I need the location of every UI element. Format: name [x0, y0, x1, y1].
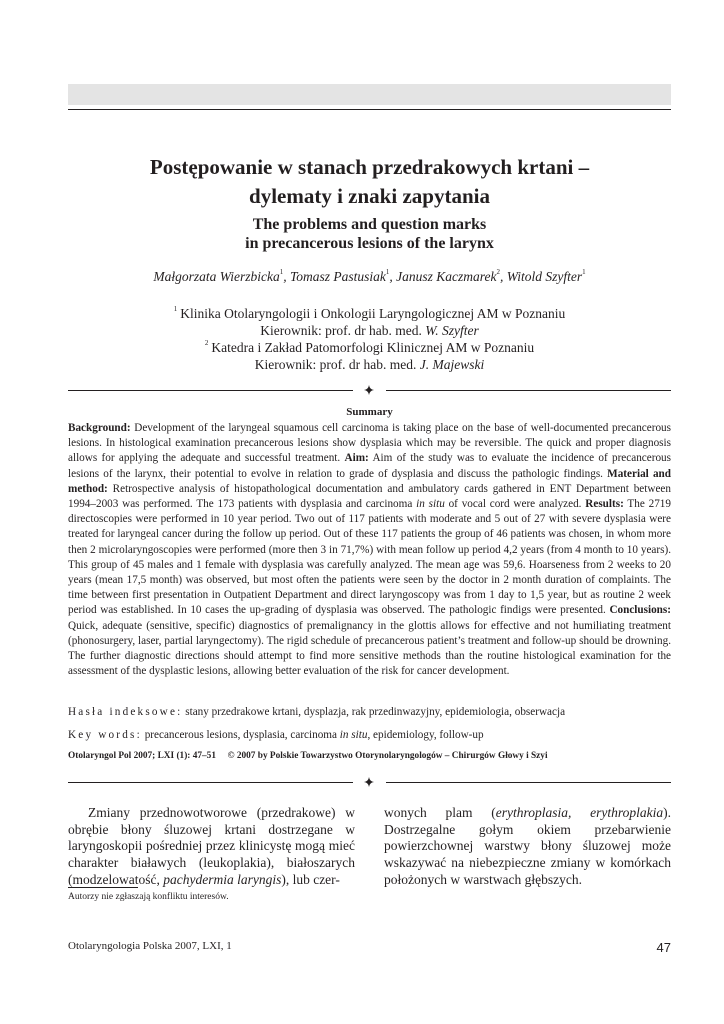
body-italic: erythroplasia, erythroplakia: [495, 805, 664, 820]
conclusions-text: Quick, adequate (sensitive, specific) diagnostics of premalignancy in the glottis allows for effective and not humiliating treatment (phonosurgery, laser, partial laryngectomy). The rigid schedule of precancerous patient’s treatment and follow-up should be drowning. The further diagnostic directions should attempt to find more sensitive methods than the routine histological examination for the assessment of the dysplastic lesions, allowing better evaluation of the risk for cancer development.: [68, 619, 671, 678]
background-label: Background:: [68, 422, 131, 434]
aim-label: Aim:: [344, 452, 369, 465]
title-english-line-1: The problems and question marks: [252, 216, 487, 233]
method-italic: in situ: [416, 498, 445, 511]
affiliation-number: 2: [204, 339, 209, 347]
keywords-english-italic: in situ: [339, 729, 368, 741]
title-english-line-2: in precancerous lesions of the larynx: [245, 235, 494, 252]
author-name: Małgorzata Wierzbicka: [153, 269, 280, 284]
citation-copyright: © 2007 by Polskie Towarzystwo Otorynolaryngologów – Chirurgów Głowy i Szyi: [227, 751, 548, 761]
summary-heading: Summary: [346, 406, 393, 418]
ornament-star-icon: [364, 385, 374, 395]
head-label: Kierownik: prof. dr hab. med.: [260, 323, 426, 338]
author-list: Małgorzata Wierzbicka$^1$, Tomasz Pastusiak$^1$, Janusz Kaczmarek$^2$, Witold Szyfter$^1$: [153, 268, 586, 284]
keywords-english-text-end: , epidemiology, follow-up: [367, 729, 484, 741]
body-text-end: ), lub czer-: [281, 871, 340, 887]
affiliation-1: [68, 307, 671, 321]
ornament-divider: [68, 776, 671, 788]
keywords-english-text: precancerous lesions, dysplasia, carcinoma: [141, 729, 340, 741]
body-text: Zmiany przednowotworowe (przedrakowe) w obrębie błony śluzowej krtani dostrzegane w laryngoskopii pośredniej przez klinicystę mogą mieć charakter białawych (leukoplakia), białoszarych (modzelowatość,: [68, 805, 355, 887]
body-italic: pachydermia laryngis: [163, 871, 282, 887]
header-band: [68, 84, 671, 105]
body-text-end: ). Dostrzegalne gołym okiem przebarwienie powierzchownej warstwy błony śluzowej może wskazywać na niebezpieczne zmiany w komórkach położonych w warstwach głębszych.: [384, 805, 672, 887]
author-name: Tomasz Pastusiak: [289, 269, 386, 284]
aim-text: Aim of the study was to evaluate the incidence of precancerous lesions of the larynx, their potential to evolve in relation to grade of dysplasia and discuss the pathologic findings.: [68, 452, 671, 480]
ornament-divider: [68, 384, 671, 396]
body-column-left: [68, 805, 355, 889]
author-affiliation-mark: 1: [582, 268, 586, 276]
summary-text: [68, 421, 671, 679]
affiliation-name: Katedra i Zakład Patomorfologi Klinicznej AM w Poznaniu: [211, 340, 535, 355]
body-column-right: [384, 805, 671, 889]
affiliation-2: [68, 341, 671, 355]
citation-journal: Otolaryngol Pol 2007; LXI (1): 47–51: [68, 751, 216, 761]
affiliation-2-head: [68, 358, 671, 372]
footnote-rule: [68, 887, 138, 888]
author-affiliation-mark: 1: [385, 268, 390, 276]
affiliation-1-head: [68, 324, 671, 338]
author-name: Witold Szyfter: [506, 269, 583, 284]
author-name: Janusz Kaczmarek: [396, 269, 497, 284]
head-name: W. Szyfter: [425, 323, 479, 338]
footer-journal: Otolaryngologia Polska 2007, LXI, 1: [68, 940, 232, 952]
citation-line: [68, 752, 671, 761]
method-label: Material and method:: [68, 467, 671, 495]
title-polish-line-2: dylematy i znaki zapytania: [249, 184, 490, 208]
keywords-polish-text: stany przedrakowe krtani, dysplazja, rak przedinwazyjny, epidemiologia, obserwacja: [182, 706, 566, 718]
keywords-english-label: Key words:: [68, 729, 142, 741]
head-name: J. Majewski: [419, 357, 485, 372]
affiliation-name: Klinika Otolaryngologii i Onkologii Laryngologicznej AM w Poznaniu: [180, 306, 566, 321]
results-text: The 2719 directoscopies were performed in 10 year period. Two out of 117 patients with moderate and 5 out of 27 with severe dysplasia were treated for laryngeal cancer during the follow up period. Out of these 117 patients the group of 46 patients was chosen, in whom more then 2 microlaryngoscopies were performed (more then 3 in 71,7%) with mean follow up period 4,2 years (from 4 month to 10 years). This group of 45 males and 1 female with dysplasia was carefully analyzed. The mean age was 59,6. Hoarseness from 2 weeks to 20 years (mean 17,5 month) was observed, but most often the patients were seen by the doctor in 2 month duration of complaints. The time between first presentation in Outpatient Department and direct laryngoscopy was from 1 day to 1,5 year, but as routine 2 week period was established. In 10 cases the up-grading of dysplasia was observed. The pathologic findigs were presented.: [68, 498, 671, 617]
keywords-polish-label: Hasła indeksowe:: [68, 706, 183, 718]
author-affiliation-mark: 1: [279, 268, 284, 276]
header-rule: [68, 109, 671, 110]
method-text: Retrospective analysis of histopathological documentation and ambulatory cards gathered in ENT Department between 1994–2003 was performed. The 173 patients with dysplasia and carcinoma: [68, 482, 671, 511]
results-label: Results:: [585, 498, 624, 511]
conclusions-label: Conclusions:: [609, 604, 671, 617]
head-label: Kierownik: prof. dr hab. med.: [254, 357, 420, 372]
title-polish-line-1: Postępowanie w stanach przedrakowych krtani –: [149, 155, 590, 179]
method-text-end: of vocal cord were analyzed.: [444, 498, 586, 511]
affiliation-number: 1: [173, 305, 178, 313]
ornament-star-icon: [364, 777, 374, 787]
keywords-english: [68, 730, 671, 741]
footnote: Autorzy nie zgłaszają konfliktu interesów.: [68, 892, 229, 902]
background-text: Development of the laryngeal squamous cell carcinoma is taking place on the base of well-documented precancerous lesions. In histological examination precancerous lesions show dysplasia which may be reversible. The quick and proper diagnosis allows for applying the adequate and successful treatment.: [68, 422, 671, 465]
body-text: wonych plam (: [384, 805, 496, 820]
keywords-polish: [68, 707, 671, 718]
page-number: 47: [656, 940, 671, 955]
author-affiliation-mark: 2: [496, 268, 501, 276]
